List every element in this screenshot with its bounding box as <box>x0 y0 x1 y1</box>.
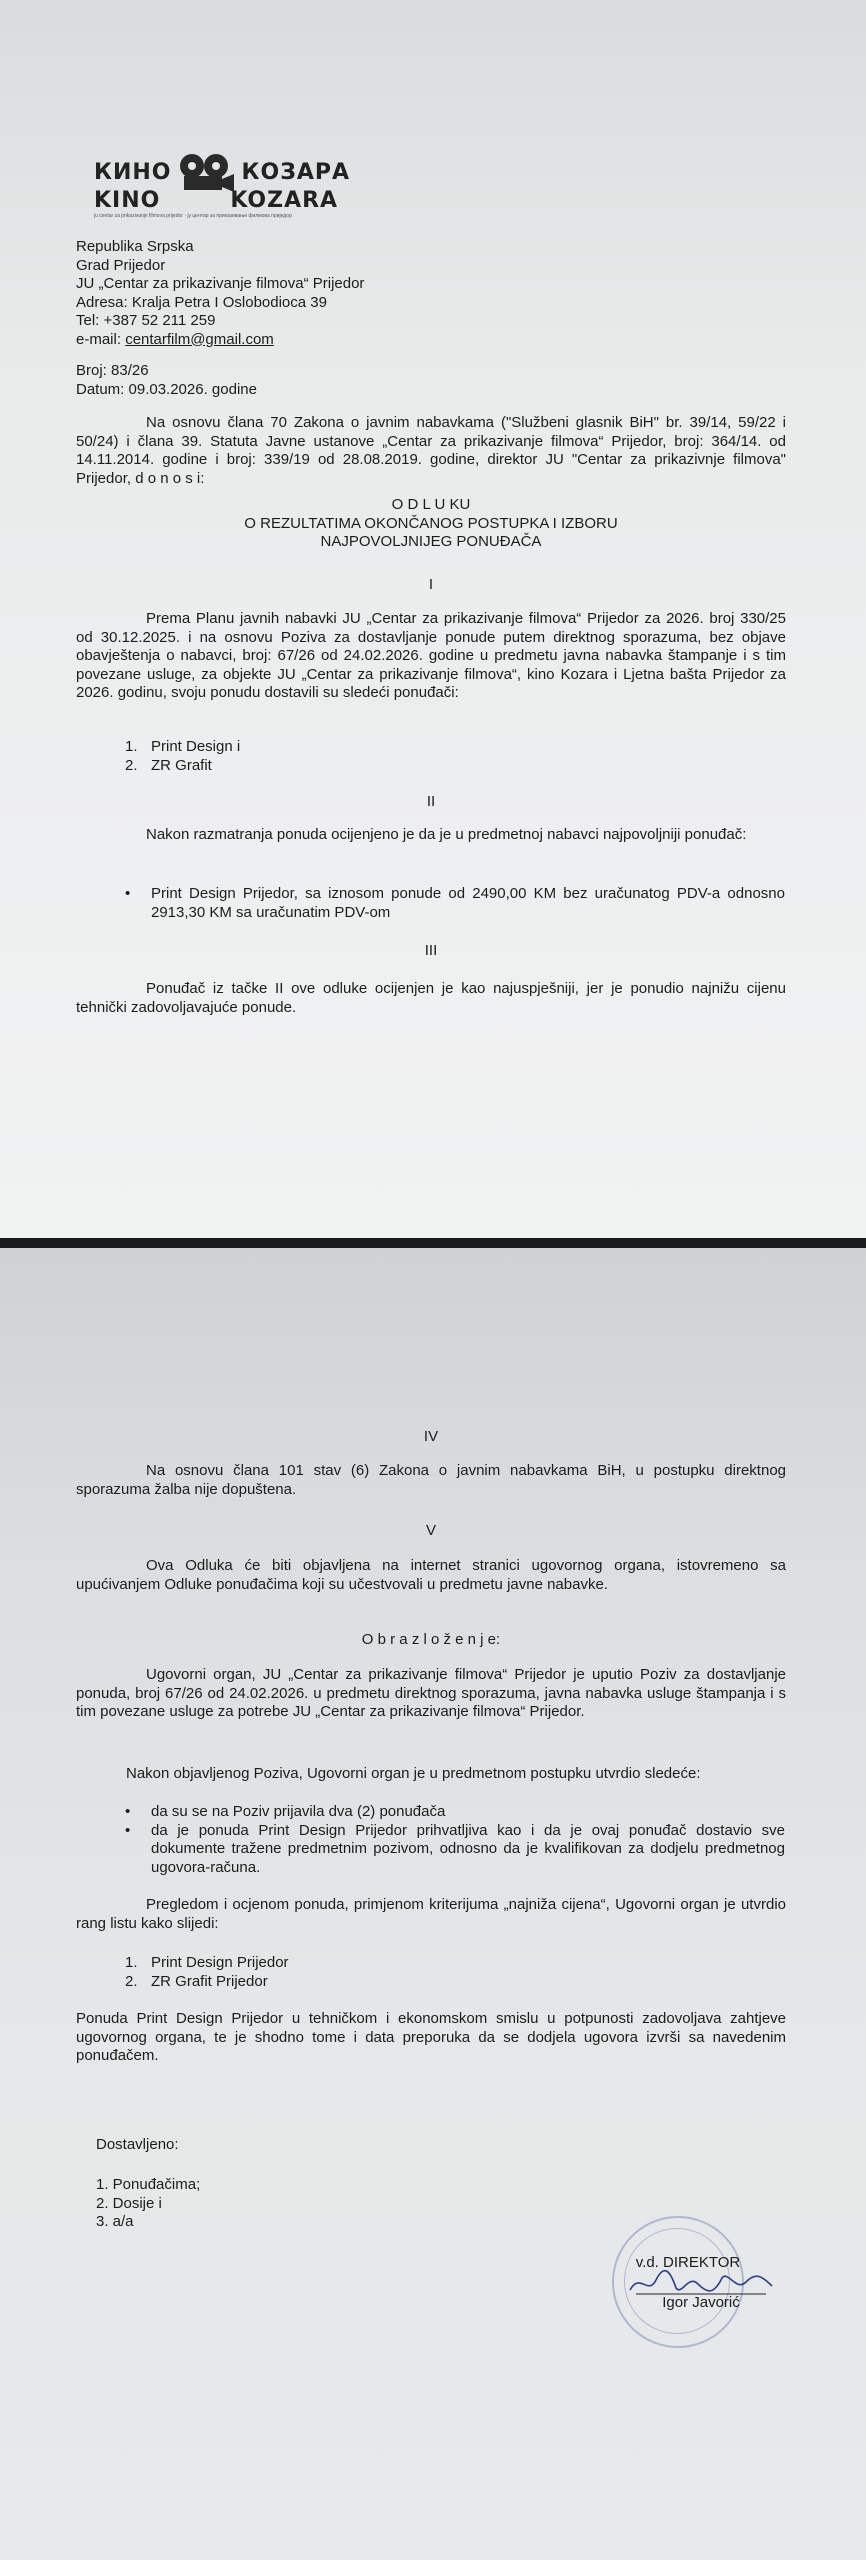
title-line: O REZULTATIMA OKONČANOG POSTUPKA I IZBORU <box>244 514 618 532</box>
header-line: JU „Centar za prikazivanje filmova“ Prijedor <box>76 275 365 292</box>
logo-row-cyrillic <box>94 152 394 192</box>
document-page-1 <box>0 0 866 1238</box>
logo-text-cyr-left: КИНО <box>94 159 172 185</box>
header-line: Republika Srpska <box>76 238 194 255</box>
section-heading-2: II <box>426 793 436 810</box>
list-number: 2. <box>125 756 138 774</box>
document-number: Broj: 83/26 <box>76 362 149 379</box>
paragraph-section-4: Na osnovu člana 101 stav (6) Zakona o javnim nabavkama BiH, u postupku direktnog sporazuma žalba nije dopuštena. <box>76 1462 786 1498</box>
email-line <box>76 331 476 350</box>
paragraph-section-5: Ova Odluka će biti objavljena na internet stranici ugovornog organa, istovremeno sa upućivanjem Odluke ponuđačima koji su učestvovali u predmetu javne nabavke. <box>76 1557 786 1593</box>
document-page-2 <box>0 1248 866 2560</box>
list-number: 1. <box>125 738 138 755</box>
delivered-to-label: Dostavljeno: <box>96 2136 179 2153</box>
sender-address-block <box>76 238 476 349</box>
bidders-list <box>125 738 625 775</box>
logo-tagline: ju centar za prikazivanje filmova prijedor · ју центар за приказивање филмова приједор <box>94 213 292 219</box>
paragraph-explanation-4: Ponuda Print Design Prijedor u tehničkom i ekonomskom smislu u potpunosti zadovoljava zahtjeve ugovornog organa, te je shodno tome i data preporuka da se dodjela ugovora izvrši sa navedenim ponuđačem. <box>76 2010 786 2064</box>
distribution-list <box>96 2176 396 2232</box>
section-heading-5: V <box>425 1522 436 1539</box>
paragraph-section-1: Prema Planu javnih nabavki JU „Centar za prikazivanje filmova“ Prijedor za 2026. broj 330/25 od 30.12.2025. i na osnovu Poziva za dostavljanje ponude putem direktnog sporazuma, bez objave obavještenja o nabavci, broj: 67/26 od 24.02.2026. godine u predmetu javna nabavka štampanje i s tim povezane usluge, za objekte JU „Centar za prikazivanje filmova“, kino Kozara i Ljetna bašta Prijedor za 2026. godinu, svoju ponudu dostavili su sledeći ponuđači: <box>76 610 786 701</box>
header-line: Tel: +387 52 211 259 <box>76 312 216 329</box>
director-name: Igor Javorić <box>662 2294 740 2311</box>
distribution-item: 2. Dosije i <box>96 2194 162 2212</box>
list-item-text: da su se na Poziv prijavila dva (2) ponuđača <box>151 1803 446 1820</box>
logo-row-latin <box>94 188 394 213</box>
header-line: Grad Prijedor <box>76 256 166 274</box>
paragraph-explanation-2: Nakon objavljenog Poziva, Ugovorni organ je u predmetnom postupku utvrdio sledeće: <box>126 1765 701 1782</box>
distribution-item: 3. a/a <box>96 2213 134 2230</box>
document-date: Datum: 09.03.2026. godine <box>76 380 257 398</box>
kino-kozara-logo <box>94 152 394 219</box>
list-number: 1. <box>125 1954 138 1971</box>
list-item-text: Print Design i <box>151 738 241 755</box>
logo-text-lat-right: KOZARA <box>230 188 339 213</box>
paragraph-section-2: Nakon razmatranja ponuda ocijenjeno je da je u predmetnoj nabavci najpovoljniji ponuđač: <box>146 826 747 843</box>
paragraph-section-3: Ponuđač iz tačke II ove odluke ocijenjen je kao najuspješniji, jer je ponudio najnižu cijenu tehnički zadovoljavajuće ponude. <box>76 980 786 1016</box>
bullet-icon: • <box>125 885 131 902</box>
list-item-text: Print Design Prijedor <box>151 1954 289 1971</box>
paragraph-explanation-1: Ugovorni organ, JU „Centar za prikazivanje filmova“ Prijedor je uputio Poziv za dostavljanje ponuda, broj 67/26 od 24.02.2026. u predmetu direktnog sporazuma, javna nabavka usluge štampanja i s tim povezane usluge za potrebe JU „Centar za prikazivanje filmova“ Prijedor. <box>76 1666 786 1720</box>
distribution-item: 1. Ponuđačima; <box>96 2176 201 2193</box>
bullet-icon: • <box>125 1821 131 1839</box>
list-item <box>125 1822 785 1878</box>
email-label: e-mail: <box>76 330 126 348</box>
explanation-heading: O b r a z l o ž e n j e: <box>361 1631 501 1648</box>
title-line: O D L U KU <box>391 496 471 513</box>
decision-title <box>76 496 786 552</box>
list-item-text: ZR Grafit Prijedor <box>151 1972 268 1990</box>
list-item <box>125 757 625 776</box>
list-item <box>125 738 625 757</box>
section-heading-1: I <box>428 576 434 593</box>
email-link[interactable]: centarfilm@gmail.com <box>125 330 274 348</box>
list-item <box>125 1803 785 1822</box>
findings-list <box>125 1803 785 1877</box>
list-item-text: da je ponuda Print Design Prijedor prihvatljiva kao i da je ovaj ponuđač dostavio sve dokumente tražene predmetnim pozivom, odnosno da je kvalifikovan za dodjelu predmetnog ugovora-računa. <box>151 1821 785 1876</box>
title-line: NAJPOVOLJNIJEG PONUĐAČA <box>320 533 542 550</box>
logo-text-cyr-right: КОЗАРА <box>241 159 351 185</box>
film-projector-icon <box>178 152 236 192</box>
list-item <box>125 1954 625 1973</box>
ranking-list <box>125 1954 625 1991</box>
director-title: v.d. DIREKTOR <box>635 2254 741 2271</box>
logo-text-lat-left: KINO <box>94 188 161 213</box>
intro-paragraph: Na osnovu člana 70 Zakona o javnim nabavkama ("Službeni glasnik BiH" br. 39/14, 59/22 i 50/24) i člana 39. Statuta Javne ustanove „Centar za prikazivanje filmova“ Prijedor, broj: 364/14. od 14.11.2014. godine i broj: 339/19 od 28.08.2019. godine, direktor JU "Centar za prikazivnje filmova" Prijedor, d o n o s i: <box>76 414 786 487</box>
bullet-icon: • <box>125 1803 131 1820</box>
list-item <box>125 1973 625 1992</box>
reference-block <box>76 362 476 399</box>
list-number: 2. <box>125 1972 138 1990</box>
section-heading-3: III <box>424 942 438 959</box>
section-heading-4: IV <box>423 1428 439 1445</box>
list-item-text: ZR Grafit <box>151 756 212 774</box>
winning-bid-bullet <box>125 885 785 922</box>
bullet-text: Print Design Prijedor, sa iznosom ponude od 2490,00 KM bez uračunatog PDV-a odnosno 2913,30 KM sa uračunatim PDV-om <box>151 885 785 921</box>
paragraph-explanation-3: Pregledom i ocjenom ponuda, primjenom kriterijuma „najniža cijena“, Ugovorni organ je utvrdio rang listu kako slijedi: <box>76 1896 786 1932</box>
header-line: Adresa: Kralja Petra I Oslobodioca 39 <box>76 293 327 311</box>
page-separator <box>0 1238 866 1248</box>
